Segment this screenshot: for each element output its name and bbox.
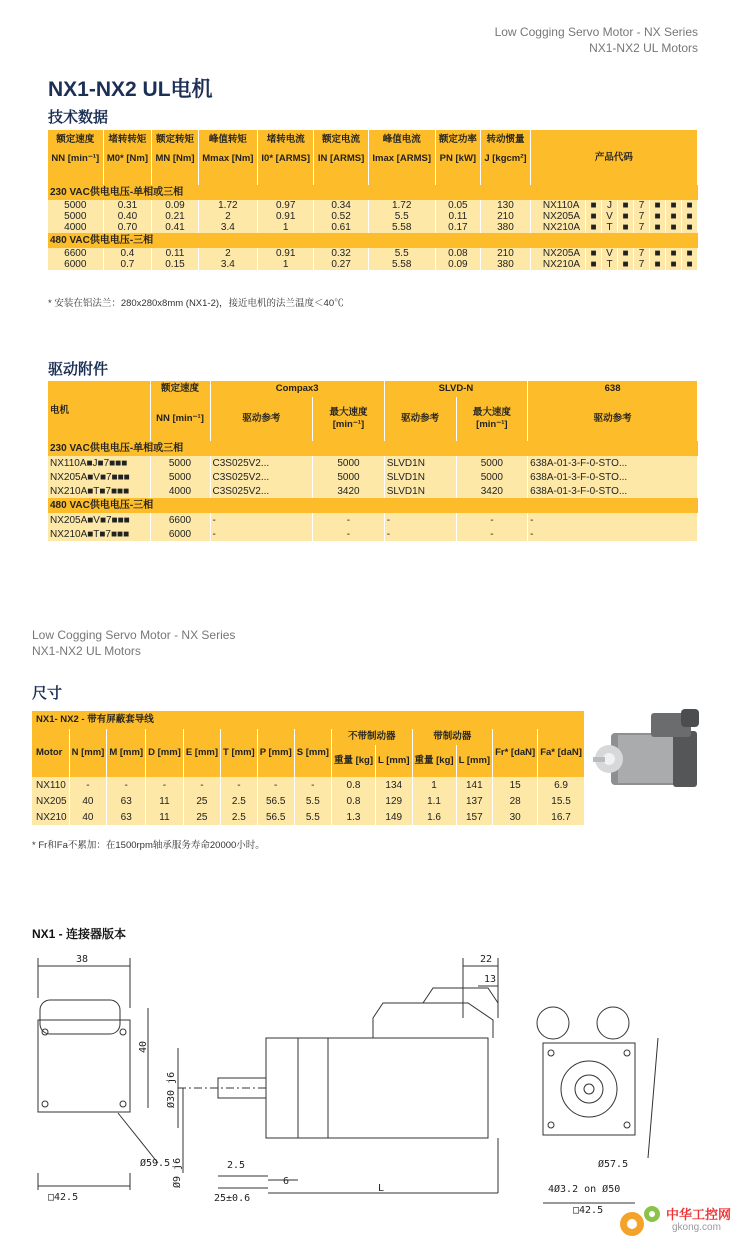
table-cell: 15.5 [538, 793, 585, 809]
table-cell: 4000 [48, 222, 103, 233]
th-maxspeed: 最大速度 [min⁻¹] [313, 397, 385, 441]
table-cell: 16.7 [538, 809, 585, 825]
table-cell: 63 [107, 793, 146, 809]
table-cell: NX110A■J■7■■■ [48, 456, 150, 470]
table-cell: 5.5 [294, 793, 331, 809]
table-row [48, 200, 698, 211]
table-cell: 380 [481, 222, 531, 233]
table-cell: 210 [481, 248, 531, 259]
th: N [mm] [69, 729, 107, 777]
th: P [mm] [257, 729, 294, 777]
th: 额定电流 [314, 130, 368, 150]
table-cell: SLVD1N [384, 456, 456, 470]
th: MN [Nm] [152, 150, 198, 185]
table-cell: - [257, 777, 294, 793]
th: M0* [Nm] [103, 150, 152, 185]
table-cell: 0.32 [314, 248, 368, 259]
table-cell: 3.4 [198, 259, 257, 270]
th: Fr* [daN] [493, 729, 538, 777]
table-cell: 5000 [150, 456, 210, 470]
table-cell: 5.5 [368, 211, 435, 222]
table-cell: 0.11 [435, 211, 480, 222]
motor-photo [593, 705, 718, 800]
table-cell: 3420 [456, 484, 528, 498]
table-row [48, 259, 698, 270]
th: 峰值转矩 [198, 130, 257, 150]
table-cell: 0.4 [103, 248, 152, 259]
table-row [48, 222, 698, 233]
gear-icon [614, 1198, 664, 1246]
th: NN [min⁻¹] [48, 150, 103, 185]
table-cell: NX210 [32, 809, 69, 825]
table-cell: 11 [146, 793, 184, 809]
table-cell: NX205A■V■7■■■ [48, 470, 150, 484]
table-cell: 1.1 [412, 793, 456, 809]
table-cell: 30 [493, 809, 538, 825]
table-cell: 0.91 [257, 211, 313, 222]
table-cell: T [602, 259, 618, 270]
table-cell: NX205A [530, 248, 585, 259]
table-cell: 130 [481, 200, 531, 211]
table-cell: 5000 [150, 470, 210, 484]
table-cell: 149 [376, 809, 413, 825]
table-cell: 2.5 [221, 809, 258, 825]
table-cell: 0.52 [314, 211, 368, 222]
dim-22: 22 [480, 954, 493, 965]
drawing-section-title: NX1 - 连接器版本 [32, 927, 127, 941]
dim-42-5-right: □42.5 [573, 1205, 604, 1216]
table-cell: 638A-01-3-F-0-STO... [528, 456, 698, 470]
table-cell: NX205A [530, 211, 585, 222]
tech-section-title: 技术数据 [48, 109, 109, 126]
table-cell: 0.41 [152, 222, 198, 233]
dim-table [32, 711, 585, 825]
dim-note: * Fr和Fa不累加：在1500rpm轴承服务寿命20000小时。 [32, 840, 265, 851]
table-cell: 1.6 [412, 809, 456, 825]
table-cell: NX210A■T■7■■■ [48, 527, 150, 541]
table-cell: 5000 [48, 211, 103, 222]
th-speed-unit: NN [min⁻¹] [150, 397, 210, 441]
table-cell: 0.09 [435, 259, 480, 270]
table-cell: 0.11 [152, 248, 198, 259]
table-cell: 7 [634, 211, 650, 222]
table-cell: 1.72 [198, 200, 257, 211]
table-cell: 6.9 [538, 777, 585, 793]
table-cell: 1 [257, 259, 313, 270]
header-line1: Low Cogging Servo Motor - NX Series [32, 628, 236, 642]
th: PN [kW] [435, 150, 480, 185]
watermark-name: 中华工控网 [666, 1207, 732, 1222]
table-row [32, 793, 584, 809]
table-cell: 25 [183, 793, 220, 809]
th: J [kgcm²] [481, 150, 531, 185]
table-cell: ■ [682, 211, 698, 222]
th: 额定速度 [48, 130, 103, 150]
tech-note: * 安装在铝法兰：280x280x8mm (NX1-2)，接近电机的法兰温度＜40℃ [48, 298, 344, 309]
table-cell: ■ [666, 259, 682, 270]
table-cell: SLVD1N [384, 470, 456, 484]
table-row [48, 211, 698, 222]
table-cell: 40 [69, 809, 107, 825]
page-title: NX1-NX2 UL电机 [48, 78, 213, 101]
table-cell: ■ [666, 200, 682, 211]
dim-59-5: Ø59.5 [140, 1158, 171, 1169]
dim-57-5: Ø57.5 [598, 1159, 629, 1170]
table-cell: 380 [481, 259, 531, 270]
drive-section-title: 驱动附件 [48, 361, 109, 378]
th-group: Compax3 [210, 381, 384, 397]
table-cell: C3S025V2... [210, 456, 313, 470]
table-cell: 11 [146, 809, 184, 825]
table-cell: 0.97 [257, 200, 313, 211]
table-row [48, 513, 698, 527]
table-cell: NX205 [32, 793, 69, 809]
table-row [48, 484, 698, 498]
table-cell: ■ [618, 248, 634, 259]
table-cell: NX210A■T■7■■■ [48, 484, 150, 498]
table-cell: ■ [618, 200, 634, 211]
group-label: 230 VAC供电电压-单相或三相 [48, 441, 698, 456]
table-cell: - [183, 777, 220, 793]
table-cell: ■ [618, 211, 634, 222]
dimension-drawing [28, 948, 728, 1218]
table-cell: 0.15 [152, 259, 198, 270]
table-cell: 3420 [313, 484, 385, 498]
dim-caption: NX1- NX2 - 带有屏蔽套导线 [32, 711, 584, 729]
table-cell: ■ [586, 248, 602, 259]
table-row [48, 527, 698, 541]
table-cell: 0.70 [103, 222, 152, 233]
table-cell: - [528, 527, 698, 541]
table-cell: - [313, 513, 385, 527]
table-cell: - [528, 513, 698, 527]
table-cell: 638A-01-3-F-0-STO... [528, 484, 698, 498]
th-motor: 电机 [48, 381, 150, 441]
page-header-2 [32, 627, 235, 659]
th: Mmax [Nm] [198, 150, 257, 185]
header-line2: NX1-NX2 UL Motors [32, 644, 141, 658]
watermark-logo [614, 1198, 744, 1246]
table-cell: ■ [618, 222, 634, 233]
dim-13: 13 [484, 974, 497, 985]
th: 转动惯量 [481, 130, 531, 150]
table-cell: NX210A [530, 259, 585, 270]
th: E [mm] [183, 729, 220, 777]
dim-42-5: □42.5 [48, 1192, 79, 1203]
th: 重量 [kg] [412, 745, 456, 777]
table-row [32, 809, 584, 825]
dim-38: 38 [76, 954, 89, 965]
table-cell: 7 [634, 259, 650, 270]
table-cell: 0.21 [152, 211, 198, 222]
th-group: 638 [528, 381, 698, 397]
th: L [mm] [456, 745, 493, 777]
table-cell: 137 [456, 793, 493, 809]
table-cell: 3.4 [198, 222, 257, 233]
table-cell: 5000 [313, 456, 385, 470]
dim-40: 40 [138, 1040, 149, 1053]
table-cell: 4000 [150, 484, 210, 498]
th-no-brake: 不带制动器 [331, 729, 412, 745]
table-cell: J [602, 200, 618, 211]
th-ref: 驱动参考 [384, 397, 456, 441]
table-cell: - [146, 777, 184, 793]
table-cell: 0.8 [331, 793, 375, 809]
watermark-url: gkong.com [672, 1222, 721, 1233]
th-ref: 驱动参考 [210, 397, 313, 441]
table-cell: 134 [376, 777, 413, 793]
th: D [mm] [146, 729, 184, 777]
table-cell: 56.5 [257, 809, 294, 825]
th: T [mm] [221, 729, 258, 777]
table-cell: 638A-01-3-F-0-STO... [528, 470, 698, 484]
table-cell: ■ [650, 222, 666, 233]
table-cell: 129 [376, 793, 413, 809]
table-cell: ■ [666, 248, 682, 259]
table-cell: ■ [586, 222, 602, 233]
table-cell: ■ [666, 211, 682, 222]
th-maxspeed: 最大速度 [min⁻¹] [456, 397, 528, 441]
table-cell: ■ [650, 211, 666, 222]
table-cell: 5000 [313, 470, 385, 484]
table-cell: 7 [634, 248, 650, 259]
th: S [mm] [294, 729, 331, 777]
group-label: 480 VAC供电电压-三相 [48, 498, 698, 513]
th-speed: 额定速度 [150, 381, 210, 397]
table-cell: ■ [650, 248, 666, 259]
table-cell: - [210, 527, 313, 541]
group-label: 480 VAC供电电压-三相 [48, 233, 698, 248]
table-cell: 1.3 [331, 809, 375, 825]
group-label: 230 VAC供电电压-单相或三相 [48, 185, 698, 200]
table-cell: 6600 [150, 513, 210, 527]
table-cell: - [107, 777, 146, 793]
table-cell: 2.5 [221, 793, 258, 809]
header-line2: NX1-NX2 UL Motors [589, 41, 698, 55]
table-cell: NX210A [530, 222, 585, 233]
table-cell: 63 [107, 809, 146, 825]
table-cell: T [602, 222, 618, 233]
table-cell: 5000 [456, 456, 528, 470]
table-cell: 0.61 [314, 222, 368, 233]
table-row [48, 456, 698, 470]
th: 堵转转矩 [103, 130, 152, 150]
table-cell: ■ [586, 259, 602, 270]
table-cell: 5.5 [368, 248, 435, 259]
table-cell: 5.5 [294, 809, 331, 825]
table-cell: C3S025V2... [210, 470, 313, 484]
table-cell: SLVD1N [384, 484, 456, 498]
table-cell: ■ [682, 222, 698, 233]
th: L [mm] [376, 745, 413, 777]
table-cell: 5000 [456, 470, 528, 484]
table-cell: 1 [412, 777, 456, 793]
table-row [48, 248, 698, 259]
page-header [495, 24, 698, 56]
table-cell: 15 [493, 777, 538, 793]
table-cell: 1.72 [368, 200, 435, 211]
table-cell: 5.58 [368, 222, 435, 233]
table-cell: 25 [183, 809, 220, 825]
table-cell: 40 [69, 793, 107, 809]
table-cell: - [294, 777, 331, 793]
table-cell: ■ [650, 259, 666, 270]
table-cell: NX205A■V■7■■■ [48, 513, 150, 527]
table-cell: 141 [456, 777, 493, 793]
table-cell: 7 [634, 222, 650, 233]
table-cell: 6000 [48, 259, 103, 270]
th-ref: 驱动参考 [528, 397, 698, 441]
th: I0* [ARMS] [257, 150, 313, 185]
table-cell: - [69, 777, 107, 793]
th-motor: Motor [32, 729, 69, 777]
th: 峰值电流 [368, 130, 435, 150]
table-cell: C3S025V2... [210, 484, 313, 498]
table-cell: ■ [586, 211, 602, 222]
dim-6: 6 [283, 1176, 290, 1187]
table-cell: 1 [257, 222, 313, 233]
header-line1: Low Cogging Servo Motor - NX Series [494, 25, 698, 39]
table-cell: 0.7 [103, 259, 152, 270]
th: Imax [ARMS] [368, 150, 435, 185]
table-cell: 210 [481, 211, 531, 222]
table-cell: 6000 [150, 527, 210, 541]
table-cell: - [456, 527, 528, 541]
table-cell: 28 [493, 793, 538, 809]
table-cell: 5000 [48, 200, 103, 211]
table-cell: 0.91 [257, 248, 313, 259]
table-row [32, 777, 584, 793]
th: 重量 [kg] [331, 745, 375, 777]
dim-25: 25±0.6 [214, 1193, 251, 1204]
table-cell: ■ [650, 200, 666, 211]
table-cell: 0.8 [331, 777, 375, 793]
table-cell: 2 [198, 248, 257, 259]
table-cell: ■ [618, 259, 634, 270]
table-cell: - [456, 513, 528, 527]
th: M [mm] [107, 729, 146, 777]
table-cell: 56.5 [257, 793, 294, 809]
table-cell: NX110A [530, 200, 585, 211]
table-cell: ■ [666, 222, 682, 233]
th-brake: 带制动器 [412, 729, 493, 745]
dim-9: Ø9 j6 [172, 1157, 183, 1188]
table-cell: - [210, 513, 313, 527]
table-row [48, 470, 698, 484]
table-cell: ■ [682, 259, 698, 270]
table-cell: - [384, 527, 456, 541]
table-cell: 7 [634, 200, 650, 211]
table-cell: ■ [586, 200, 602, 211]
dim-30: Ø30 j6 [166, 1071, 177, 1108]
table-cell: ■ [682, 200, 698, 211]
table-cell: 6600 [48, 248, 103, 259]
tech-data-table [48, 130, 698, 270]
th: 堵转电流 [257, 130, 313, 150]
table-cell: 0.08 [435, 248, 480, 259]
table-cell: 5.58 [368, 259, 435, 270]
dim-L: L [378, 1183, 385, 1194]
table-cell: - [313, 527, 385, 541]
table-cell: 157 [456, 809, 493, 825]
dim-holes: 4Ø3.2 on Ø50 [548, 1184, 621, 1195]
table-cell: ■ [682, 248, 698, 259]
table-cell: V [602, 248, 618, 259]
drive-table [48, 381, 698, 541]
th-group: SLVD-N [384, 381, 527, 397]
table-cell: 0.27 [314, 259, 368, 270]
table-cell: 0.05 [435, 200, 480, 211]
th: Fa* [daN] [538, 729, 585, 777]
table-cell: - [384, 513, 456, 527]
th: IN [ARMS] [314, 150, 368, 185]
table-cell: V [602, 211, 618, 222]
dim-2-5: 2.5 [227, 1160, 246, 1171]
table-cell: 2 [198, 211, 257, 222]
table-cell: NX110 [32, 777, 69, 793]
th: 额定功率 [435, 130, 480, 150]
table-cell: 0.40 [103, 211, 152, 222]
th: 额定转矩 [152, 130, 198, 150]
th-product-code: 产品代码 [530, 130, 697, 185]
dim-section-title: 尺寸 [32, 685, 63, 702]
table-cell: 0.31 [103, 200, 152, 211]
table-cell: - [221, 777, 258, 793]
table-cell: 0.09 [152, 200, 198, 211]
table-cell: 0.34 [314, 200, 368, 211]
table-cell: 0.17 [435, 222, 480, 233]
